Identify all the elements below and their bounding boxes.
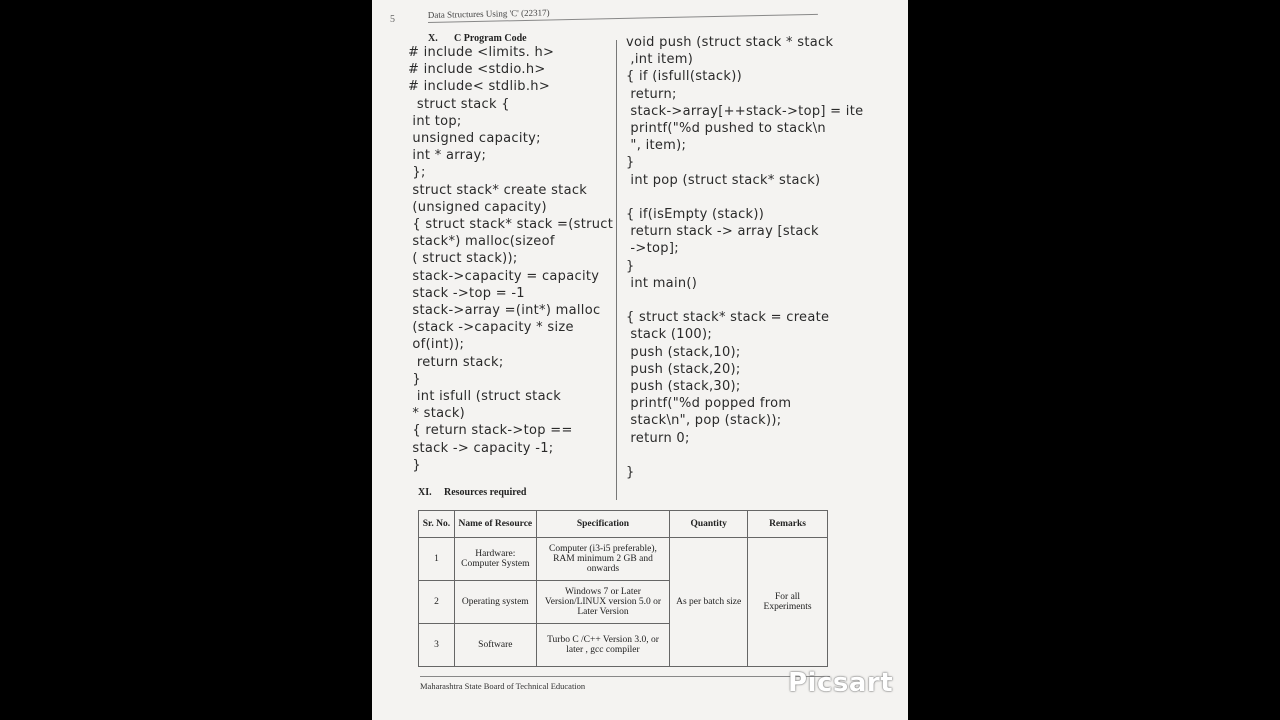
handwritten-code-line: stack\n", pop (stack)); xyxy=(626,413,782,429)
handwritten-code-line xyxy=(626,447,863,464)
handwritten-code-line: struct stack* create stack xyxy=(408,182,588,198)
section-x-heading xyxy=(428,33,527,44)
scanned-page xyxy=(372,0,908,720)
handwritten-code-line: push (stack,30); xyxy=(626,379,741,395)
handwritten-code-line: of(int)); xyxy=(408,337,465,353)
handwritten-code-line: }; xyxy=(408,165,426,181)
section-xi-heading xyxy=(418,487,527,498)
cell-sr: 2 xyxy=(419,581,455,624)
handwritten-code-line: return stack -> array [stack xyxy=(626,224,819,240)
cell-quantity: As per batch size xyxy=(670,538,748,667)
handwritten-code-line xyxy=(626,189,863,206)
handwritten-code-line: ,int item) xyxy=(626,52,694,68)
handwritten-code-line: int top; xyxy=(408,113,462,129)
handwritten-code-line: ( struct stack)); xyxy=(408,251,518,267)
handwritten-code-line: # include <stdio.h> xyxy=(408,62,546,78)
handwritten-code-line: stack*) malloc(sizeof xyxy=(408,234,555,250)
handwritten-code-line: return 0; xyxy=(626,430,690,446)
handwritten-code-line: { struct stack* stack = create xyxy=(626,310,830,326)
handwritten-code-line: int * array; xyxy=(408,148,487,164)
code-right-column xyxy=(626,34,863,481)
handwritten-code-line: (stack ->capacity * size xyxy=(408,320,574,336)
handwritten-code-line: return; xyxy=(626,86,677,102)
handwritten-code-line: printf("%d pushed to stack\n xyxy=(626,121,826,137)
cell-spec: Windows 7 or Later Version/LINUX version 5.0 or Later Version xyxy=(536,581,670,624)
handwritten-code-line: } xyxy=(626,465,635,481)
table-header-row xyxy=(419,511,828,538)
picsart-watermark: Picsart xyxy=(788,668,894,698)
handwritten-code-line: # include< stdlib.h> xyxy=(408,79,551,95)
table-row xyxy=(419,538,828,581)
cell-remarks: For all Experiments xyxy=(748,538,828,667)
handwritten-code-line: int pop (struct stack* stack) xyxy=(626,172,821,188)
cell-name: Operating system xyxy=(454,581,536,624)
code-left-column xyxy=(408,44,613,474)
handwritten-code-line: struct stack { xyxy=(408,96,510,112)
handwritten-code-line: push (stack,20); xyxy=(626,361,741,377)
handwritten-code-line: stack -> capacity -1; xyxy=(408,440,554,456)
handwritten-code-line: { if (isfull(stack)) xyxy=(626,69,742,85)
handwritten-code-line: } xyxy=(626,155,635,171)
handwritten-code-line: } xyxy=(408,457,422,473)
handwritten-code-line: push (stack,10); xyxy=(626,344,741,360)
cell-sr: 1 xyxy=(419,538,455,581)
handwritten-code-line: unsigned capacity; xyxy=(408,131,541,147)
handwritten-code-line: } xyxy=(408,371,422,387)
resources-table xyxy=(418,510,828,667)
section-xi-title: Resources required xyxy=(444,487,527,498)
handwritten-code-line: ", item); xyxy=(626,138,687,154)
cell-spec: Turbo C /C++ Version 3.0, or later , gcc compiler xyxy=(536,624,670,667)
handwritten-code-line: * stack) xyxy=(408,406,466,422)
handwritten-code-line: (unsigned capacity) xyxy=(408,199,547,215)
header-sr-no: Sr. No. xyxy=(419,511,455,538)
header-specification: Specification xyxy=(536,511,670,538)
cell-sr: 3 xyxy=(419,624,455,667)
handwritten-code-line: stack->capacity = capacity xyxy=(408,268,600,284)
column-divider xyxy=(616,40,617,500)
handwritten-code-line: stack->array =(int*) malloc xyxy=(408,303,601,319)
handwritten-code-line: int main() xyxy=(626,275,698,291)
header-remarks: Remarks xyxy=(748,511,828,538)
corner-mark: 5 xyxy=(390,14,395,25)
handwritten-code-line: ->top]; xyxy=(626,241,679,257)
section-x-title: C Program Code xyxy=(454,33,527,44)
handwritten-code-line: { if(isEmpty (stack)) xyxy=(626,207,765,223)
section-xi-number: XI. xyxy=(418,487,432,498)
handwritten-code-line: printf("%d popped from xyxy=(626,396,792,412)
handwritten-code-line: } xyxy=(626,258,635,274)
handwritten-code-line: stack (100); xyxy=(626,327,713,343)
page-footer: Maharashtra State Board of Technical Education xyxy=(420,676,830,691)
handwritten-code-line: void push (struct stack * stack xyxy=(626,35,834,50)
section-x-number: X. xyxy=(428,33,438,44)
handwritten-code-line: { return stack->top == xyxy=(408,423,573,439)
cell-spec: Computer (i3-i5 preferable), RAM minimum 2 GB and onwards xyxy=(536,538,670,581)
handwritten-code-line: int isfull (struct stack xyxy=(408,389,562,405)
handwritten-code-line: stack ->top = -1 xyxy=(408,285,525,301)
handwritten-code-line: { struct stack* stack =(struct xyxy=(408,217,614,233)
cell-name: Software xyxy=(454,624,536,667)
handwritten-code-line: stack->array[++stack->top] = ite xyxy=(626,103,864,119)
cell-name: Hardware: Computer System xyxy=(454,538,536,581)
handwritten-code-line: return stack; xyxy=(408,354,504,370)
header-quantity: Quantity xyxy=(670,511,748,538)
header-name-of-resource: Name of Resource xyxy=(454,511,536,538)
handwritten-code-line: # include <limits. h> xyxy=(408,45,555,60)
handwritten-code-line xyxy=(626,292,863,309)
page-header: Data Structures Using 'C' (22317) xyxy=(428,2,818,23)
